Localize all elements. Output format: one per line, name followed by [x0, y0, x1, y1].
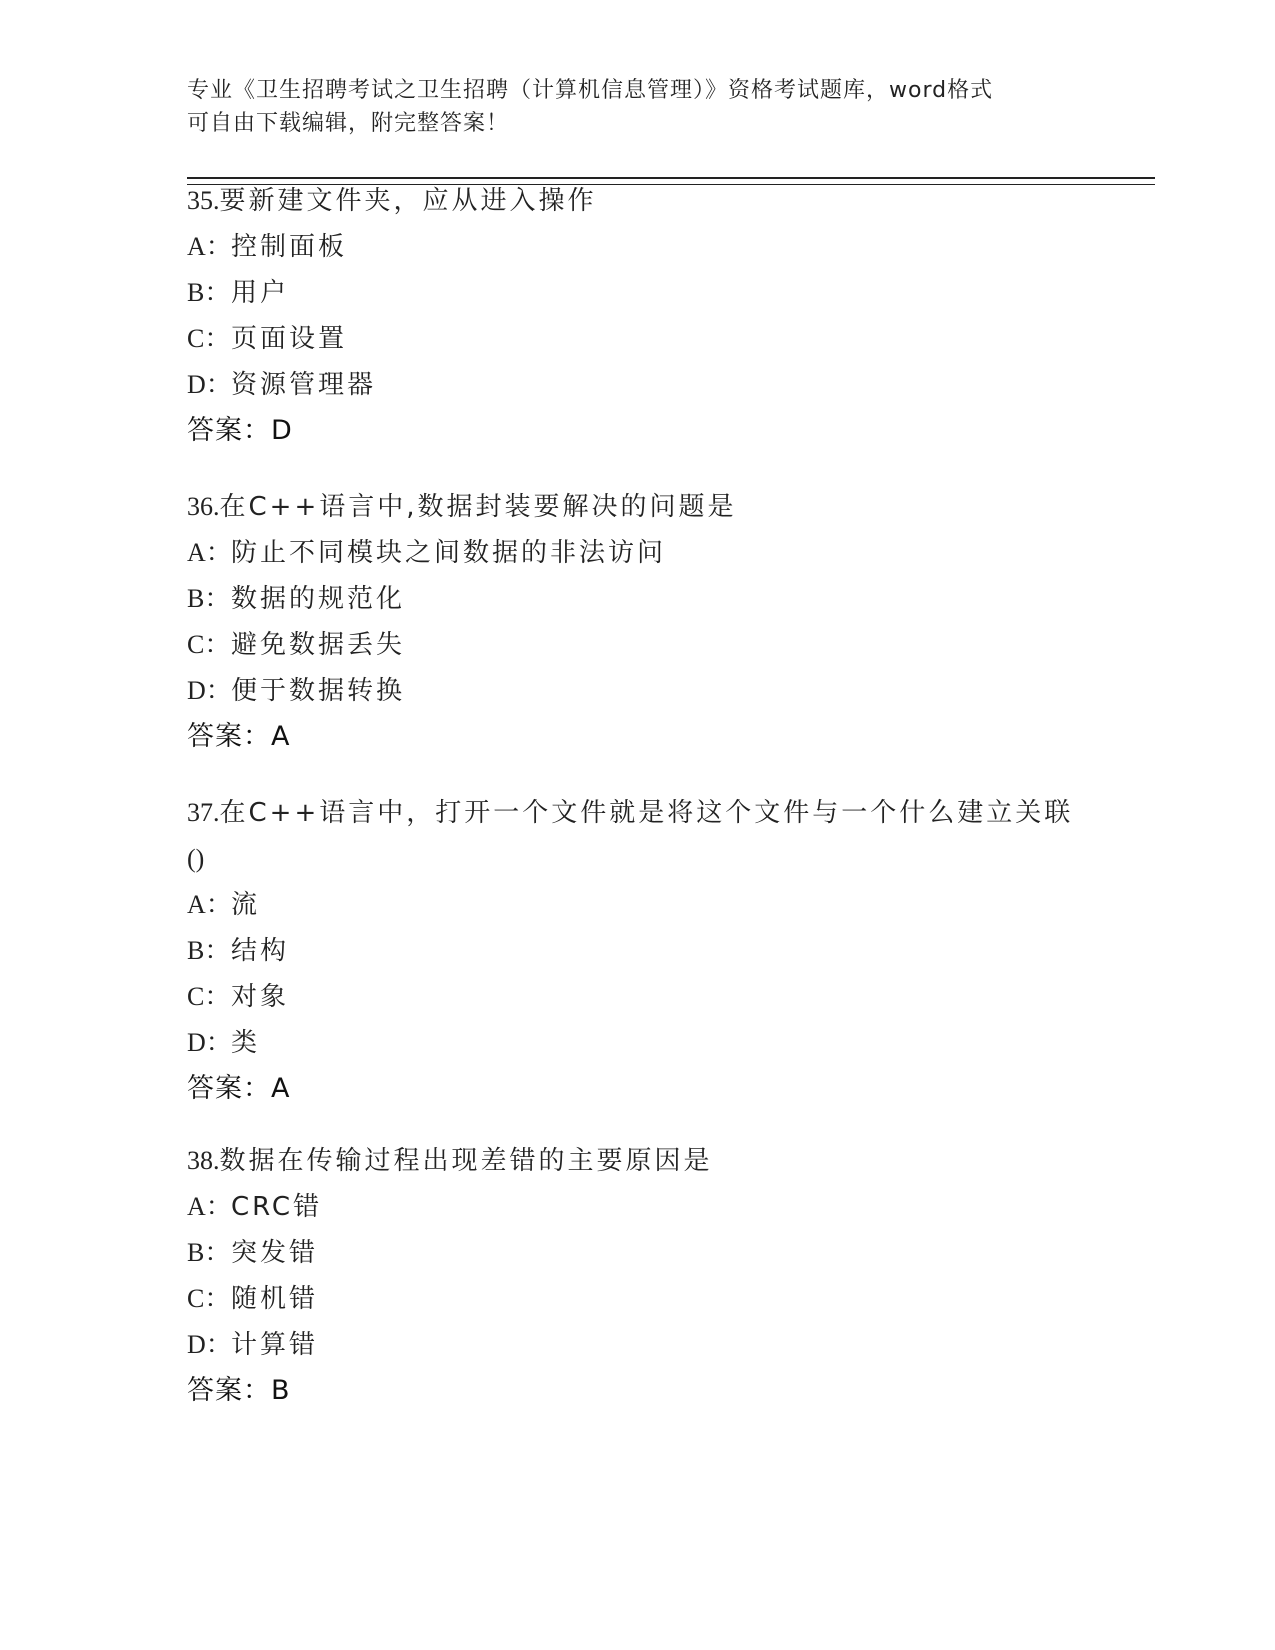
option-a — [187, 882, 1087, 928]
option-key: A： — [187, 538, 232, 567]
question-text — [187, 790, 1087, 836]
option-text: 突发错 — [231, 1238, 319, 1268]
question-number: 35. — [187, 186, 220, 215]
option-key: B： — [187, 1238, 231, 1267]
question-stem: 数据在传输过程出现差错的主要原因是 — [219, 1146, 713, 1176]
question-number: 38. — [187, 1146, 220, 1175]
header-line-2: 可自由下载编辑，附完整答案！ — [187, 111, 510, 136]
option-key: D： — [187, 1028, 232, 1057]
option-key: C： — [187, 630, 231, 659]
option-text: 控制面板 — [231, 232, 348, 262]
answer-value: A — [271, 1073, 290, 1104]
option-c — [187, 622, 1087, 668]
question-37 — [187, 790, 1087, 1112]
option-text: 结构 — [231, 936, 290, 966]
option-c — [187, 1276, 1087, 1322]
option-key: B： — [187, 584, 231, 613]
option-b — [187, 928, 1087, 974]
option-text: 流 — [231, 890, 261, 920]
option-text: 随机错 — [231, 1284, 319, 1314]
question-stem: 要新建文件夹，应从进入操作 — [219, 186, 597, 216]
option-key: B： — [187, 278, 231, 307]
option-text: 便于数据转换 — [231, 676, 406, 706]
option-key: C： — [187, 982, 231, 1011]
question-38 — [187, 1138, 1087, 1414]
option-text: 对象 — [231, 982, 290, 1012]
answer-label: 答案： — [187, 415, 271, 446]
option-b — [187, 1230, 1087, 1276]
option-key: C： — [187, 1284, 231, 1313]
question-text — [187, 484, 1087, 530]
option-text: 类 — [231, 1028, 261, 1058]
option-text: 防止不同模块之间数据的非法访问 — [231, 538, 667, 568]
header-line-1: 专业《卫生招聘考试之卫生招聘（计算机信息管理）》资格考试题库，word格式 — [187, 78, 994, 103]
option-key: D： — [187, 1330, 232, 1359]
answer-value: B — [271, 1375, 290, 1406]
option-key: D： — [187, 676, 232, 705]
answer-line — [187, 1066, 1087, 1112]
option-text: CRC错 — [231, 1192, 323, 1222]
question-stem: 在C++语言中，打开一个文件就是将这个文件与一个什么建立关联 — [219, 798, 1074, 828]
option-text: 页面设置 — [231, 324, 348, 354]
option-b — [187, 576, 1087, 622]
answer-label: 答案： — [187, 1073, 271, 1104]
answer-line — [187, 408, 1087, 454]
question-stem: 在C++语言中,数据封装要解决的问题是 — [219, 492, 737, 522]
option-a — [187, 224, 1087, 270]
option-key: B： — [187, 936, 231, 965]
question-text-continued: () — [187, 844, 205, 873]
option-c — [187, 974, 1087, 1020]
option-text: 计算错 — [231, 1330, 319, 1360]
option-a — [187, 1184, 1087, 1230]
question-35 — [187, 178, 1087, 454]
option-text: 用户 — [231, 278, 290, 308]
option-text: 资源管理器 — [231, 370, 377, 400]
option-a — [187, 530, 1087, 576]
option-key: A： — [187, 232, 232, 261]
question-text — [187, 178, 1087, 224]
answer-line — [187, 1368, 1087, 1414]
answer-label: 答案： — [187, 1375, 271, 1406]
option-key: A： — [187, 1192, 232, 1221]
answer-line — [187, 714, 1087, 760]
option-d — [187, 1322, 1087, 1368]
question-36 — [187, 484, 1087, 760]
answer-label: 答案： — [187, 721, 271, 752]
answer-value: A — [271, 721, 290, 752]
option-key: C： — [187, 324, 231, 353]
option-text: 数据的规范化 — [231, 584, 406, 614]
option-key: D： — [187, 370, 232, 399]
question-number: 36. — [187, 492, 220, 521]
option-d — [187, 1020, 1087, 1066]
option-text: 避免数据丢失 — [231, 630, 406, 660]
question-number: 37. — [187, 798, 220, 827]
option-b — [187, 270, 1087, 316]
answer-value: D — [271, 415, 292, 446]
option-c — [187, 316, 1087, 362]
option-d — [187, 668, 1087, 714]
option-key: A： — [187, 890, 232, 919]
option-d — [187, 362, 1087, 408]
document-header — [187, 74, 1067, 140]
question-text — [187, 1138, 1087, 1184]
